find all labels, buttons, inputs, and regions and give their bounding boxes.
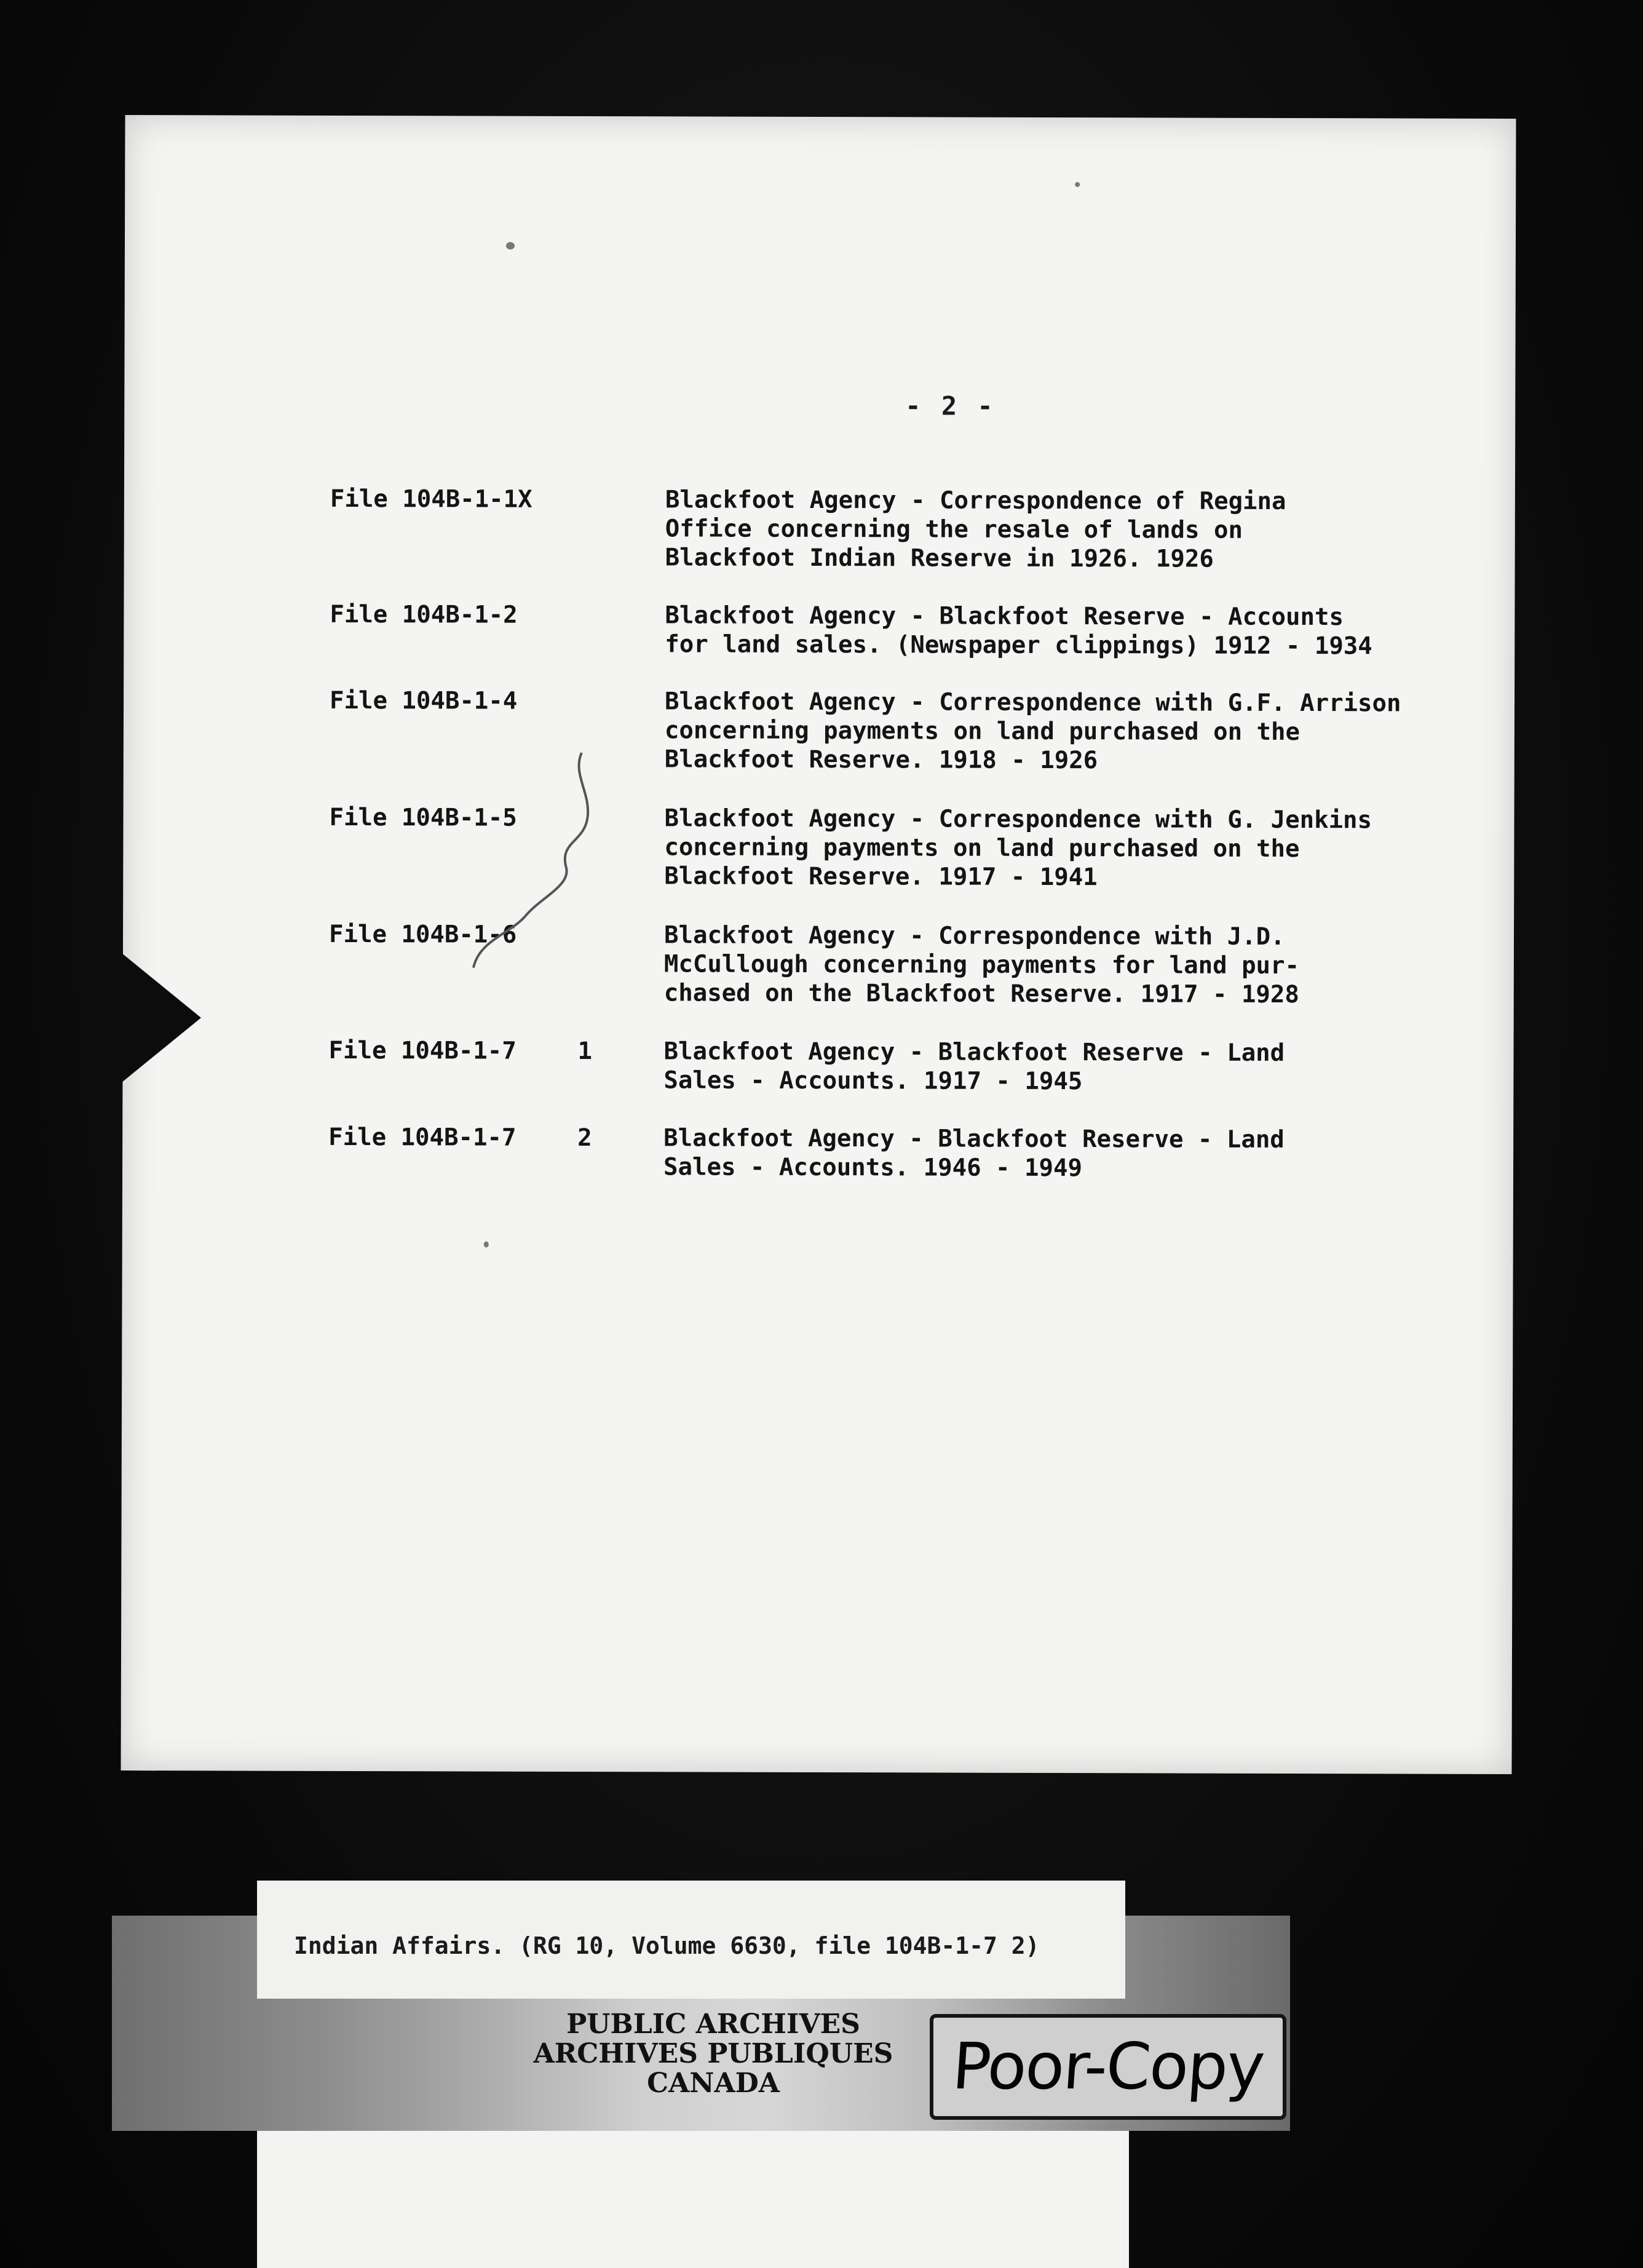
file-id: File 104B-1-6 xyxy=(328,920,517,949)
reference-label-card xyxy=(257,1881,1125,1997)
dust-speck xyxy=(506,242,515,250)
file-id: File 104B-1-1X xyxy=(330,485,532,513)
stamp-line: PUBLIC ARCHIVES xyxy=(566,2008,860,2040)
poor-copy-note xyxy=(930,2014,1286,2120)
reference-label: Indian Affairs. (RG 10, Volume 6630, file 104B-1-7 2) xyxy=(294,1932,1040,1959)
file-entry xyxy=(328,1123,1435,1183)
file-part: 1 xyxy=(577,1037,593,1066)
dust-speck xyxy=(484,1242,489,1248)
file-entry xyxy=(329,686,1436,775)
file-entry xyxy=(328,1036,1436,1096)
file-description: Blackfoot Agency - Correspondence with G. Jenkins concerning payments on land purchased on the Blackfoot Reserve. 1917 - 1941 xyxy=(664,804,1372,892)
file-description: Blackfoot Agency - Correspondence with J.D. McCullough concerning payments for land pur- chased on the Blackfoot Reserve. 1917 - 1928 xyxy=(663,921,1300,1009)
document-page xyxy=(121,115,1516,1774)
poor-copy-text: Poor-Copy xyxy=(949,2029,1267,2104)
file-id: File 104B-1-7 xyxy=(328,1123,517,1152)
file-description: Blackfoot Agency - Blackfoot Reserve - Accounts for land sales. (Newspaper clippings) 1912 - 1934 xyxy=(665,601,1372,660)
file-id: File 104B-1-5 xyxy=(329,803,517,832)
hair-squiggle-mark xyxy=(467,750,616,972)
file-description: Blackfoot Agency - Blackfoot Reserve - Land Sales - Accounts. 1917 - 1945 xyxy=(663,1037,1285,1096)
file-description: Blackfoot Agency - Correspondence with G.F. Arrison concerning payments on land purchased on the Blackfoot Reserve. 1918 - 1926 xyxy=(664,688,1401,775)
file-entry xyxy=(330,485,1437,573)
stamp-line: ARCHIVES PUBLIQUES xyxy=(533,2038,893,2069)
file-description: Blackfoot Agency - Correspondence of Regina Office concerning the resale of lands on Blackfoot Indian Reserve in 1926. 1926 xyxy=(665,486,1286,573)
file-id: File 104B-1-2 xyxy=(330,600,518,629)
frame-pointer-marker xyxy=(118,950,201,1085)
file-part: 2 xyxy=(577,1124,592,1152)
dust-speck xyxy=(1075,182,1080,187)
archives-stamp xyxy=(492,2010,935,2098)
file-entry xyxy=(330,600,1436,660)
page-number: - 2 - xyxy=(905,391,996,421)
file-id: File 104B-1-7 xyxy=(328,1036,517,1065)
file-id: File 104B-1-4 xyxy=(329,686,518,715)
stamp-line: CANADA xyxy=(647,2068,780,2099)
file-description: Blackfoot Agency - Blackfoot Reserve - Land Sales - Accounts. 1946 - 1949 xyxy=(663,1124,1285,1183)
blank-label-card xyxy=(257,2131,1129,2268)
